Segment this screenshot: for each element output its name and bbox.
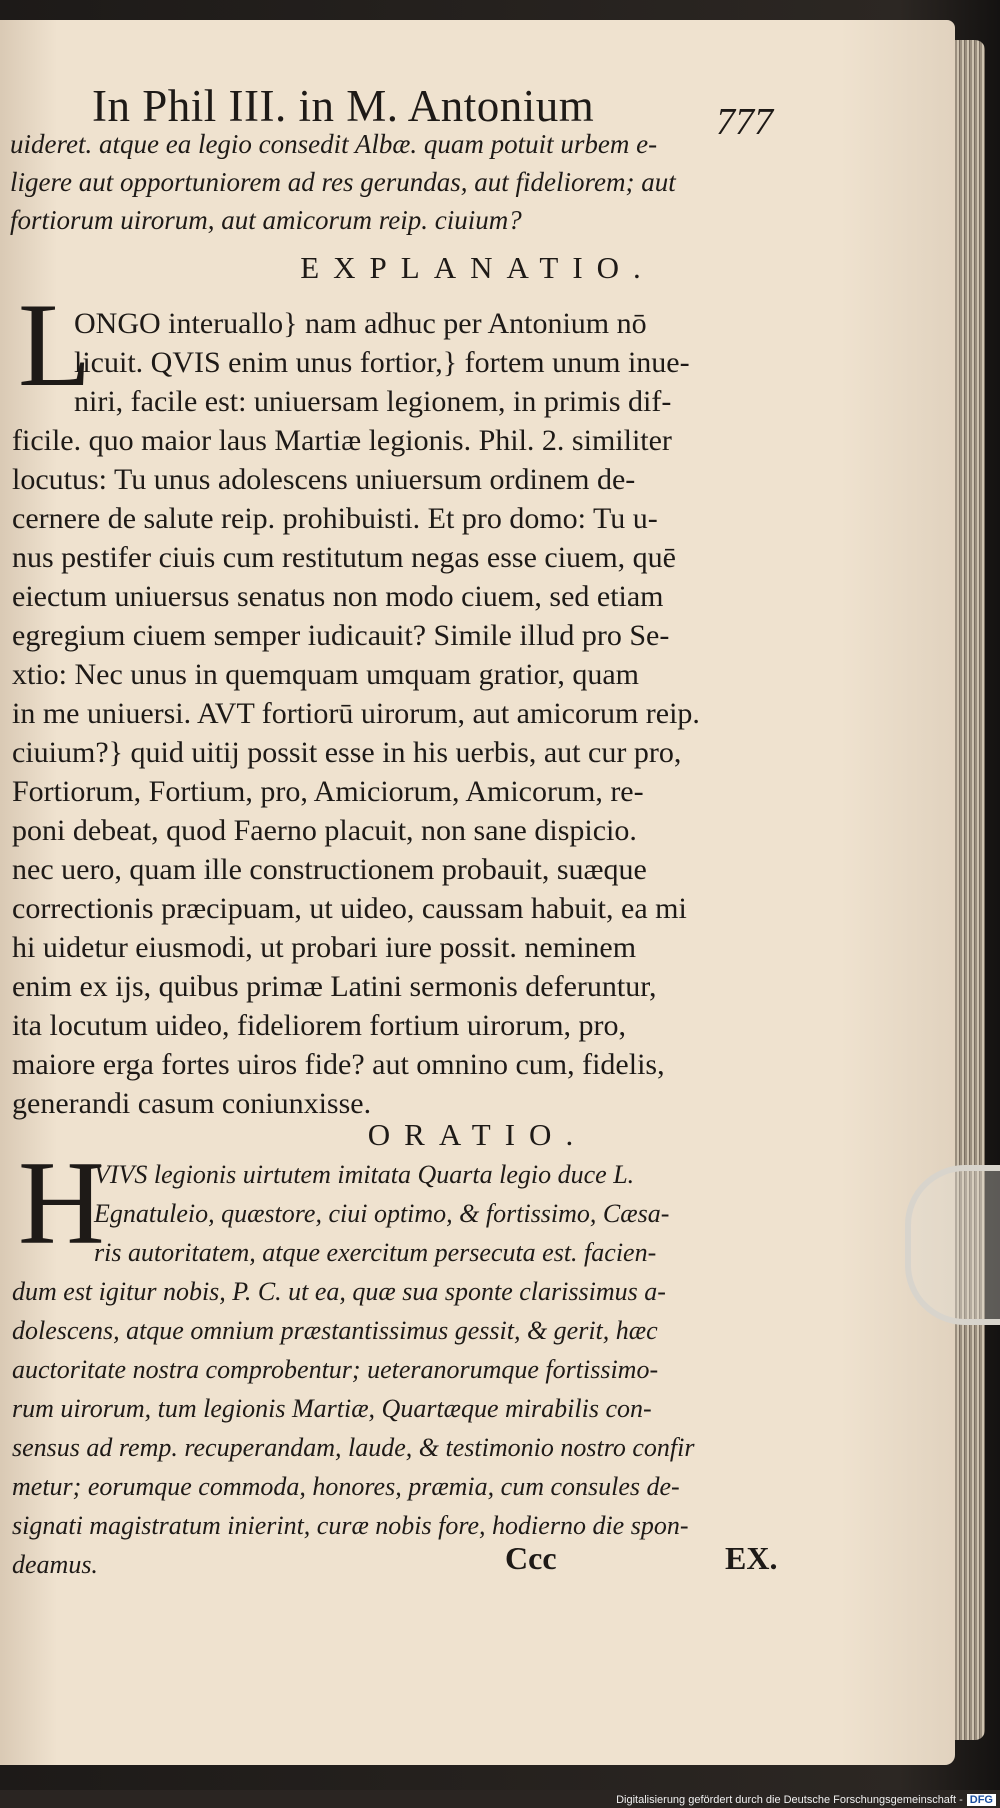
text-line: locutus: Tu unus adolescens uniuersum ordinem de- — [12, 463, 636, 496]
text-line: licuit. QVIS enim unus fortior,} fortem unum inue- — [74, 346, 690, 379]
text-line: VIVS legionis uirtutem imitata Quarta legio duce L. — [94, 1160, 635, 1189]
text-line: eiectum uniuersus senatus non modo ciuem, sed etiam — [12, 580, 664, 613]
text-line: nus pestifer ciuis cum restitutum negas esse ciuem, quē — [12, 541, 676, 574]
explanatio-heading: EXPLANATIO. — [300, 250, 655, 285]
clamp-clip — [905, 1165, 1000, 1325]
dfg-logo: DFG — [967, 1794, 996, 1806]
text-line: egregium ciuem semper iudicauit? Simile illud pro Se- — [12, 619, 670, 652]
oratio-text — [12, 1160, 802, 1589]
text-line: sensus ad remp. recuperandam, laude, & testimonio nostro confir — [12, 1433, 695, 1462]
text-line: auctoritate nostra comprobentur; ueteranorumque fortissimo- — [12, 1355, 659, 1384]
text-line: signati magistratum inierint, curæ nobis fore, hodierno die spon- — [12, 1511, 689, 1540]
text-line: cernere de salute reip. prohibuisti. Et pro domo: Tu u- — [12, 502, 658, 535]
text-line: hi uidetur eiusmodi, ut probari iure possit. neminem — [12, 931, 637, 964]
text-line: poni debeat, quod Faerno placuit, non sane dispicio. — [12, 814, 637, 847]
text-line: dum est igitur nobis, P. C. ut ea, quæ sua sponte clarissimus a- — [12, 1277, 666, 1306]
text-line: nec uero, quam ille constructionem probauit, suæque — [12, 853, 647, 886]
text-line: ONGO interuallo} nam adhuc per Antonium nō — [74, 307, 647, 340]
text-line: ficile. quo maior laus Martiæ legionis. Phil. 2. similiter — [12, 424, 672, 457]
signature-mark: Ccc — [505, 1540, 557, 1576]
explanatio-text — [12, 307, 802, 1126]
text-line: xtio: Nec unus in quemquam umquam gratior, quam — [12, 658, 640, 691]
explanatio-dropcap: L — [18, 278, 92, 411]
page-edges — [955, 40, 985, 1740]
verse-line: fortiorum uirorum, aut amicorum reip. ciuium? — [10, 205, 522, 235]
running-title: In Phil III. in M. Antonium — [92, 81, 595, 131]
oratio-dropcap: H — [18, 1136, 105, 1269]
text-line: enim ex ijs, quibus primæ Latini sermonis deferuntur, — [12, 970, 657, 1003]
text-line: rum uirorum, tum legionis Martiæ, Quartæque mirabilis con- — [12, 1394, 652, 1423]
page-number: 777 — [716, 101, 773, 143]
text-line: deamus. — [12, 1550, 98, 1579]
text-line: niri, facile est: uniuersam legionem, in primis dif- — [74, 385, 672, 418]
digitization-credit — [616, 1794, 996, 1806]
text-line: maiore erga fortes uiros fide? aut omnino cum, fidelis, — [12, 1048, 665, 1081]
verse-block — [10, 125, 800, 239]
text-line: ita locutum uideo, fideliorem fortium uirorum, pro, — [12, 1009, 627, 1042]
text-line: Egnatuleio, quæstore, ciui optimo, & fortissimo, Cæsa- — [94, 1199, 670, 1228]
text-line: generandi casum coniunxisse. — [12, 1087, 372, 1120]
verse-line: ligere aut opportuniorem ad res gerundas, aut fideliorem; aut — [10, 167, 676, 197]
text-line: correctionis præcipuam, ut uideo, caussam habuit, ea mi — [12, 892, 687, 925]
text-line: in me uniuersi. AVT fortiorū uirorum, aut amicorum reip. — [12, 697, 700, 730]
verse-line: uideret. atque ea legio consedit Albæ. quam potuit urbem e- — [10, 129, 658, 159]
text-line: Fortiorum, Fortium, pro, Amiciorum, Amicorum, re- — [12, 775, 644, 808]
text-line: dolescens, atque omnium præstantissimus gessit, & gerit, hæc — [12, 1316, 658, 1345]
oratio-heading: ORATIO. — [367, 1117, 588, 1152]
text-line: ris autoritatem, atque exercitum persecuta est. facien- — [94, 1238, 657, 1267]
catchword: EX. — [725, 1540, 778, 1576]
credit-text: Digitalisierung gefördert durch die Deutsche Forschungsgemeinschaft - — [616, 1794, 963, 1806]
text-line: ciuium?} quid uitij possit esse in his uerbis, aut cur pro, — [12, 736, 682, 769]
book-page — [0, 20, 955, 1765]
text-line: metur; eorumque commoda, honores, præmia, cum consules de- — [12, 1472, 680, 1501]
